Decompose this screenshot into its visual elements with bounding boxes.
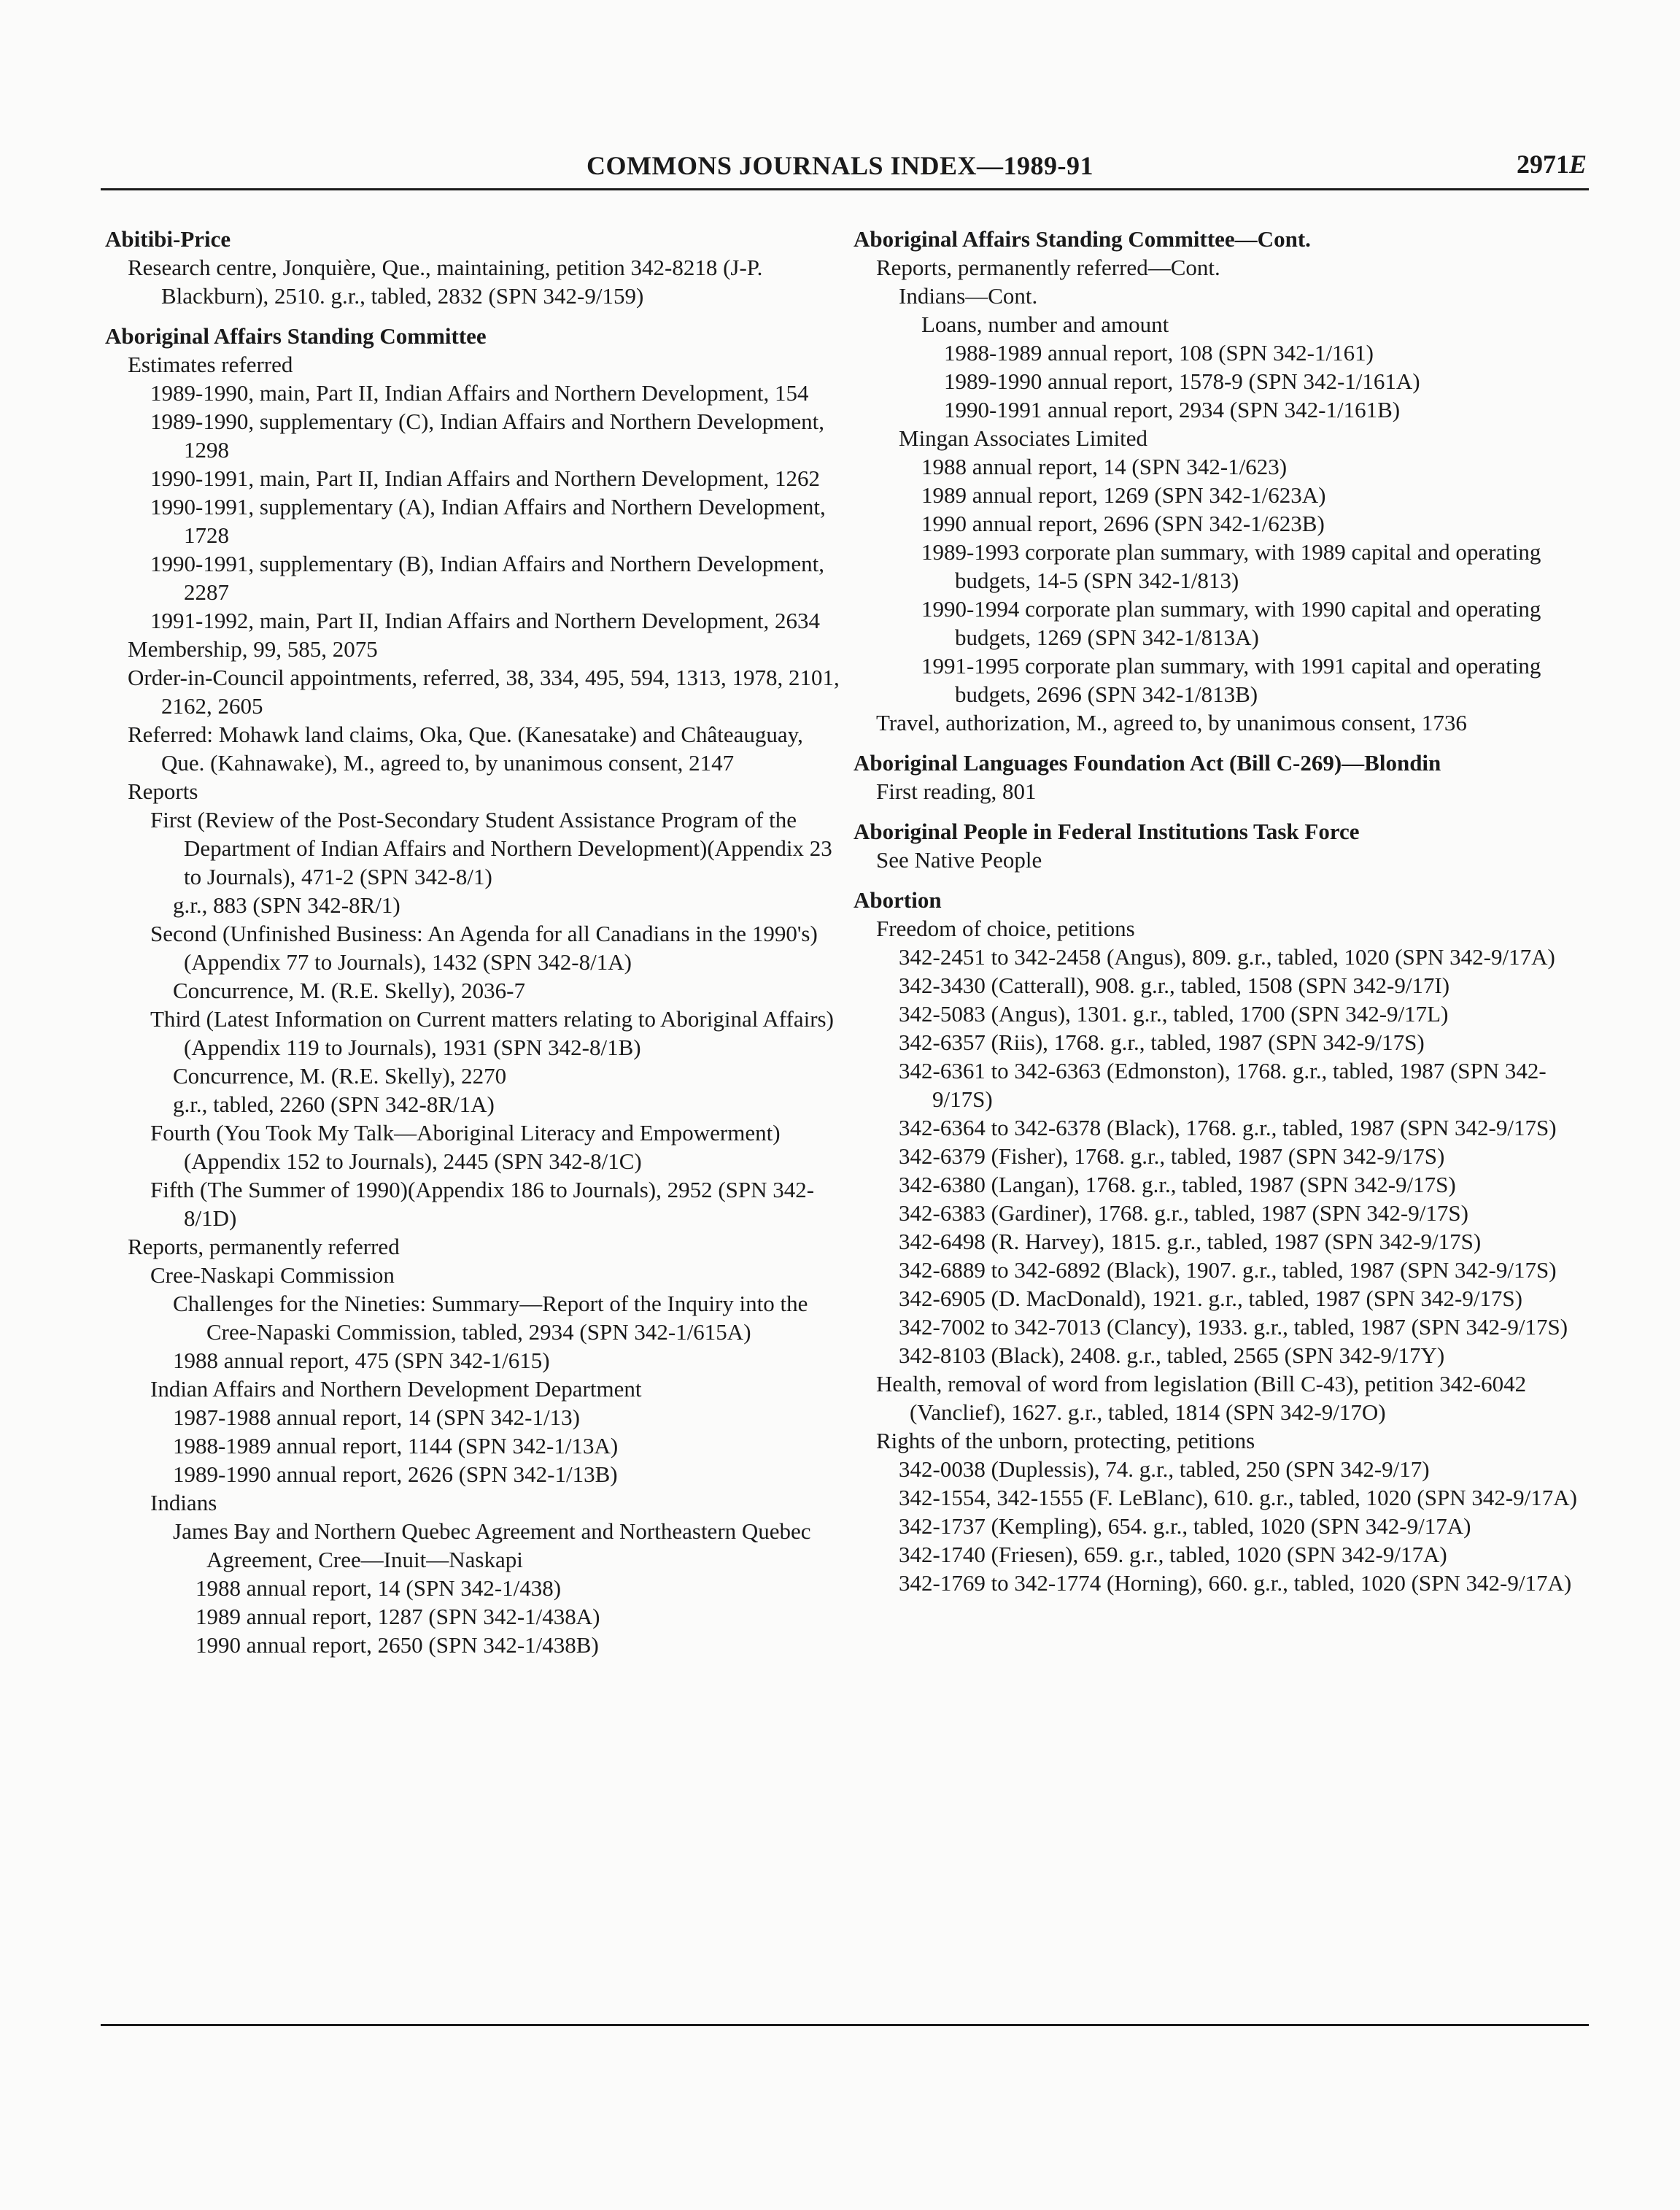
index-entry: 1988 annual report, 475 (SPN 342-1/615) <box>173 1348 550 1373</box>
index-entry: Cree-Naskapi Commission <box>150 1262 395 1288</box>
running-head: COMMONS JOURNALS INDEX—1989-91 <box>586 151 1093 180</box>
index-entry: See Native People <box>876 847 1042 873</box>
index-entry: 1990-1994 corporate plan summary, with 1990 capital and operating budgets, 1269 (SPN 342-1/813A) <box>921 596 1541 650</box>
index-entry: g.r., 883 (SPN 342-8R/1) <box>173 892 400 918</box>
index-entry: Reports, permanently referred <box>128 1234 400 1259</box>
index-entry: Referred: Mohawk land claims, Oka, Que. (Kanesatake) and Châteauguay, Que. (Kahnawake), M., agreed to, by unanimous consent, 2147 <box>128 722 803 776</box>
header-rule <box>101 188 1589 190</box>
page-number-suffix: E <box>1568 150 1587 179</box>
index-entry: Estimates referred <box>128 352 293 377</box>
index-heading: Abitibi-Price <box>105 226 231 252</box>
index-entry: 1989-1990 annual report, 2626 (SPN 342-1/13B) <box>173 1461 618 1487</box>
index-entry: Third (Latest Information on Current matters relating to Aboriginal Affairs)(Appendix 119 to Journals), 1931 (SPN 342-8/1B) <box>150 1006 834 1060</box>
index-entry: Challenges for the Nineties: Summary—Report of the Inquiry into the Cree-Napaski Commission, tabled, 2934 (SPN 342-1/615A) <box>173 1291 808 1345</box>
index-entry: Fifth (The Summer of 1990)(Appendix 186 to Journals), 2952 (SPN 342-8/1D) <box>150 1177 815 1231</box>
index-entry: 342-6380 (Langan), 1768. g.r., tabled, 1987 (SPN 342-9/17S) <box>899 1172 1456 1197</box>
index-entry: Loans, number and amount <box>921 312 1169 337</box>
index-entry: 342-2451 to 342-2458 (Angus), 809. g.r., tabled, 1020 (SPN 342-9/17A) <box>899 944 1555 970</box>
index-entry: 1990-1991, main, Part II, Indian Affairs and Northern Development, 1262 <box>150 465 821 491</box>
index-entry: 1990 annual report, 2650 (SPN 342-1/438B) <box>196 1632 599 1658</box>
index-entry: First (Review of the Post-Secondary Student Assistance Program of the Department of Indian Affairs and Northern Development)(Appendix 23 to Journals), 471-2 (SPN 342-8/1) <box>150 807 832 889</box>
index-entry: Fourth (You Took My Talk—Aboriginal Literacy and Empowerment)(Appendix 152 to Journals), 2445 (SPN 342-8/1C) <box>150 1120 781 1174</box>
index-entry: Concurrence, M. (R.E. Skelly), 2036-7 <box>173 978 525 1003</box>
index-entry: 342-1554, 342-1555 (F. LeBlanc), 610. g.r., tabled, 1020 (SPN 342-9/17A) <box>899 1485 1577 1510</box>
index-entry: 342-6379 (Fisher), 1768. g.r., tabled, 1987 (SPN 342-9/17S) <box>899 1143 1445 1169</box>
index-entry: 342-8103 (Black), 2408. g.r., tabled, 2565 (SPN 342-9/17Y) <box>899 1342 1445 1368</box>
index-entry: 1988-1989 annual report, 108 (SPN 342-1/161) <box>944 340 1374 366</box>
index-entry: 342-6905 (D. MacDonald), 1921. g.r., tabled, 1987 (SPN 342-9/17S) <box>899 1286 1522 1311</box>
index-entry: 1990-1991, supplementary (A), Indian Affairs and Northern Development, 1728 <box>150 494 826 548</box>
index-entry: 342-3430 (Catterall), 908. g.r., tabled, 1508 (SPN 342-9/17I) <box>899 973 1450 998</box>
page-number-value: 2971 <box>1516 150 1569 179</box>
index-entry: Travel, authorization, M., agreed to, by unanimous consent, 1736 <box>876 710 1467 735</box>
index-entry: 342-6357 (Riis), 1768. g.r., tabled, 1987 (SPN 342-9/17S) <box>899 1029 1425 1055</box>
index-entry: 342-5083 (Angus), 1301. g.r., tabled, 1700 (SPN 342-9/17L) <box>899 1001 1449 1027</box>
index-entry: First reading, 801 <box>876 778 1037 804</box>
index-entry: Order-in-Council appointments, referred, 38, 334, 495, 594, 1313, 1978, 2101, 2162, 2605 <box>128 665 840 719</box>
page-number <box>1517 149 1587 179</box>
index-entry: Mingan Associates Limited <box>899 425 1147 451</box>
index-entry: g.r., tabled, 2260 (SPN 342-8R/1A) <box>173 1092 495 1117</box>
index-entry: 1987-1988 annual report, 14 (SPN 342-1/13) <box>173 1405 580 1430</box>
index-entry: 342-1737 (Kempling), 654. g.r., tabled, 1020 (SPN 342-9/17A) <box>899 1513 1471 1539</box>
index-entry: Indian Affairs and Northern Development Department <box>150 1376 642 1402</box>
index-entry: 342-1769 to 342-1774 (Horning), 660. g.r., tabled, 1020 (SPN 342-9/17A) <box>899 1570 1572 1596</box>
index-entry: 1990-1991 annual report, 2934 (SPN 342-1/161B) <box>944 397 1401 422</box>
index-entry: Indians—Cont. <box>899 283 1038 309</box>
index-entry: 342-7002 to 342-7013 (Clancy), 1933. g.r., tabled, 1987 (SPN 342-9/17S) <box>899 1314 1568 1340</box>
index-entry: 342-1740 (Friesen), 659. g.r., tabled, 1020 (SPN 342-9/17A) <box>899 1542 1447 1567</box>
index-entry: 342-6364 to 342-6378 (Black), 1768. g.r., tabled, 1987 (SPN 342-9/17S) <box>899 1115 1557 1140</box>
index-entry: Reports, permanently referred—Cont. <box>876 255 1220 280</box>
index-entry: Freedom of choice, petitions <box>876 916 1135 941</box>
index-entry: 1989 annual report, 1287 (SPN 342-1/438A) <box>196 1604 600 1629</box>
index-entry: 342-0038 (Duplessis), 74. g.r., tabled, 250 (SPN 342-9/17) <box>899 1456 1430 1482</box>
index-entry: Reports <box>128 778 198 804</box>
index-heading: Aboriginal Affairs Standing Committee—Cont. <box>853 226 1311 252</box>
index-entry: Indians <box>150 1490 217 1515</box>
index-entry: James Bay and Northern Quebec Agreement and Northeastern Quebec Agreement, Cree—Inuit—Naskapi <box>173 1518 811 1572</box>
index-entry: Membership, 99, 585, 2075 <box>128 636 378 662</box>
index-heading: Aboriginal Affairs Standing Committee <box>105 323 487 349</box>
index-entry: 1988-1989 annual report, 1144 (SPN 342-1/13A) <box>173 1433 619 1458</box>
index-heading: Abortion <box>853 887 942 913</box>
index-entry: 342-6361 to 342-6363 (Edmonston), 1768. g.r., tabled, 1987 (SPN 342-9/17S) <box>899 1058 1547 1112</box>
index-entry: Health, removal of word from legislation (Bill C-43), petition 342-6042 (Vanclief), 1627. g.r., tabled, 1814 (SPN 342-9/17O) <box>876 1371 1527 1425</box>
index-column-left <box>105 225 842 1659</box>
index-column-right <box>853 225 1590 1597</box>
index-entry: 1988 annual report, 14 (SPN 342-1/623) <box>921 454 1288 479</box>
index-entry: 1989-1990, main, Part II, Indian Affairs and Northern Development, 154 <box>150 380 809 406</box>
index-entry: 1988 annual report, 14 (SPN 342-1/438) <box>196 1575 562 1601</box>
index-entry: Rights of the unborn, protecting, petitions <box>876 1428 1255 1453</box>
index-entry: 342-6889 to 342-6892 (Black), 1907. g.r., tabled, 1987 (SPN 342-9/17S) <box>899 1257 1557 1283</box>
index-entry: 1991-1992, main, Part II, Indian Affairs and Northern Development, 2634 <box>150 608 821 633</box>
index-entry: Concurrence, M. (R.E. Skelly), 2270 <box>173 1063 507 1089</box>
index-heading: Aboriginal People in Federal Institutions Task Force <box>853 819 1360 844</box>
index-entry: Second (Unfinished Business: An Agenda for all Canadians in the 1990's)(Appendix 77 to Journals), 1432 (SPN 342-8/1A) <box>150 921 818 975</box>
index-entry: 1989-1993 corporate plan summary, with 1989 capital and operating budgets, 14-5 (SPN 342-1/813) <box>921 539 1541 593</box>
index-heading: Aboriginal Languages Foundation Act (Bill C-269)—Blondin <box>853 750 1441 776</box>
footer-rule <box>101 2024 1589 2026</box>
index-entry: 342-6383 (Gardiner), 1768. g.r., tabled, 1987 (SPN 342-9/17S) <box>899 1200 1468 1226</box>
index-entry: 1990-1991, supplementary (B), Indian Affairs and Northern Development, 2287 <box>150 551 825 605</box>
index-entry: 1991-1995 corporate plan summary, with 1991 capital and operating budgets, 2696 (SPN 342-1/813B) <box>921 653 1541 707</box>
index-entry: 342-6498 (R. Harvey), 1815. g.r., tabled, 1987 (SPN 342-9/17S) <box>899 1229 1482 1254</box>
index-entry: 1989 annual report, 1269 (SPN 342-1/623A) <box>921 482 1326 508</box>
index-entry: Research centre, Jonquière, Que., maintaining, petition 342-8218 (J-P. Blackburn), 2510. g.r., tabled, 2832 (SPN 342-9/159) <box>128 255 763 309</box>
index-entry: 1990 annual report, 2696 (SPN 342-1/623B) <box>921 511 1325 536</box>
index-entry: 1989-1990, supplementary (C), Indian Affairs and Northern Development, 1298 <box>150 409 825 463</box>
index-entry: 1989-1990 annual report, 1578-9 (SPN 342-1/161A) <box>944 368 1420 394</box>
